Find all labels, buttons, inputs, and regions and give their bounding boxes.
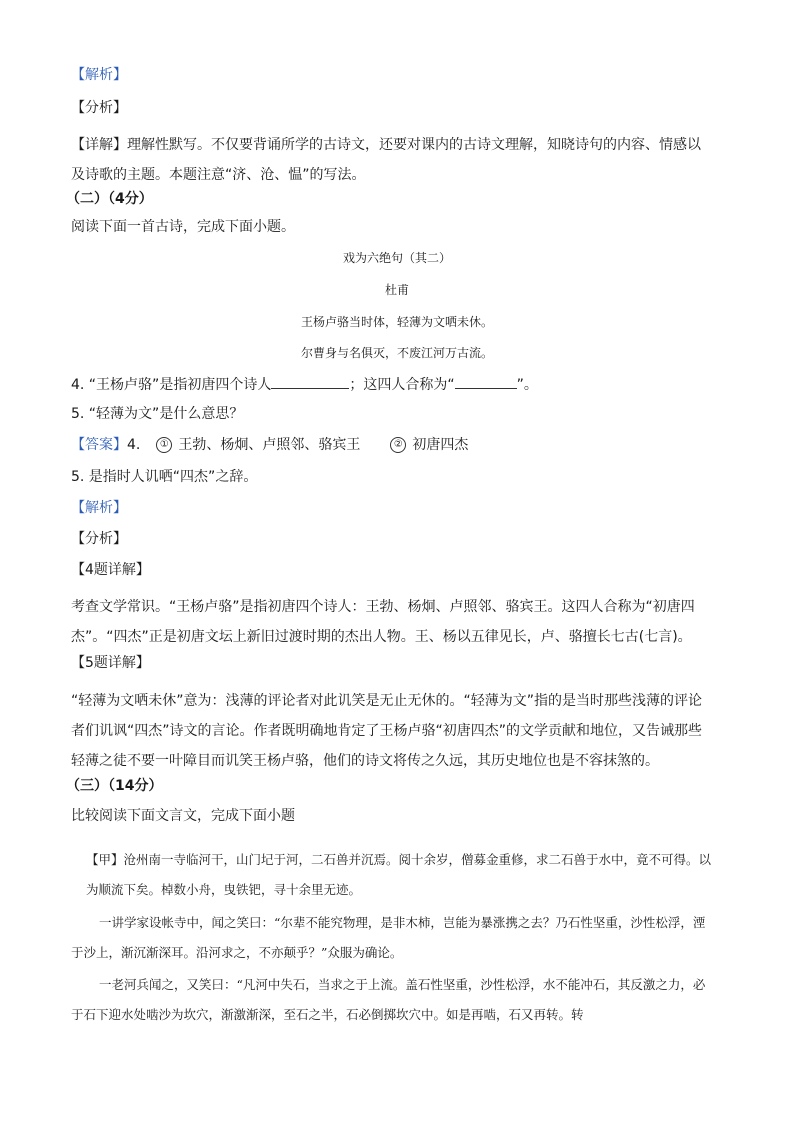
- section-2-heading: （二）（4分）: [66, 191, 153, 207]
- xiangjie-paragraph-1: 【详解】理解性默写。不仅要背诵所学的古诗文，还要对课内的古诗文理解，知晓诗句的内容、情感以及诗歌的主题。本题注意“济、沧、愠”的写法。: [71, 137, 701, 183]
- question-4-part-c: ”。: [516, 377, 538, 393]
- jia-paragraph-3: 一老河兵闻之，又笑曰：“凡河中失石，当求之于上流。盖石性坚重，沙性松浮，水不能冲石，其反激之力，必于石下迎水处啮沙为坎穴，渐激渐深，至石之半，石必倒掷坎穴中。如是再啮，石又再转。转: [71, 977, 706, 1022]
- answer-number: 4.: [127, 437, 141, 453]
- section-2-intro: 阅读下面一首古诗，完成下面小题。: [71, 219, 295, 235]
- question-4-part-a: 4. “王杨卢骆”是指初唐四个诗人: [71, 377, 272, 393]
- poem-author: 杜甫: [384, 283, 409, 297]
- fenxi-label-1: 【分析】: [71, 100, 127, 116]
- question-4-part-b: ；这四人合称为“: [349, 377, 455, 393]
- circled-one: ①: [156, 437, 172, 453]
- answer-row: [71, 436, 468, 454]
- answer-blank-1: [271, 374, 349, 389]
- poem-title: 戏为六绝句（其二）: [342, 251, 451, 265]
- jia-label: 【甲】: [86, 852, 124, 867]
- jia-paragraph-2: 一讲学家设帐寺中，闻之笑曰：“尔辈不能究物理，是非木柿，岂能为暴涨携之去？乃石性坚重，沙性松浮，湮于沙上，渐沉渐深耳。沿河求之，不亦颠乎？”众服为确论。: [71, 915, 706, 960]
- detail-5-paragraph: “轻薄为文哂未休”意为：浅薄的评论者对此讥笑是无止无休的。“轻薄为文”指的是当时那些浅薄的评论者们讥讽“四杰”诗文的言论。作者既明确地肯定了王杨卢骆“初唐四杰”的文学贡献和地位，又告诫那些轻薄之徒不要一叶障目而讥笑王杨卢骆，他们的诗文将传之久远，其历史地位也是不容抹煞的。: [71, 693, 703, 769]
- fenxi-label-2: 【分析】: [71, 531, 127, 547]
- answer-blank-2: [455, 374, 517, 389]
- jia-paragraph-1: [86, 845, 712, 905]
- answer-5: 5. 是指时人讥哂“四杰”之辞。: [71, 469, 258, 485]
- section-3-intro: 比较阅读下面文言文，完成下面小题: [71, 808, 295, 824]
- poem-line-2: 尔曹身与名俱灭，不废江河万古流。: [300, 346, 493, 360]
- answer-1: 王勃、杨炯、卢照邻、骆宾王: [178, 437, 361, 453]
- jiexi-label-2: 【解析】: [71, 500, 127, 516]
- jia-text-1: 沧州南一寺临河干，山门圮于河，二石兽并沉焉。阅十余岁，僧募金重修，求二石兽于水中，竟不可得。以为顺流下矣。棹数小舟，曳铁钯，寻十余里无迹。: [86, 852, 712, 897]
- detail-5-heading: 【5题详解】: [71, 655, 150, 671]
- answer-label: 【答案】: [71, 437, 127, 453]
- question-5: 5. “轻薄为文”是什么意思？: [71, 406, 244, 422]
- answer-2: 初唐四杰: [412, 437, 469, 453]
- jiexi-label-1: 【解析】: [71, 67, 127, 83]
- detail-4-paragraph: 考查文学常识。“王杨卢骆”是指初唐四个诗人：王勃、杨炯、卢照邻、骆宾王。这四人合称为“初唐四杰”。“四杰”正是初唐文坛上新旧过渡时期的杰出人物。王、杨以五律见长，卢、骆擅长七古(七言)。: [71, 599, 695, 645]
- detail-4-heading: 【4题详解】: [71, 562, 150, 578]
- circled-two: ②: [390, 437, 406, 453]
- section-3-heading: （三）（14分）: [66, 778, 163, 794]
- poem-line-1: 王杨卢骆当时体，轻薄为文哂未休。: [300, 315, 493, 329]
- question-4: [71, 374, 538, 394]
